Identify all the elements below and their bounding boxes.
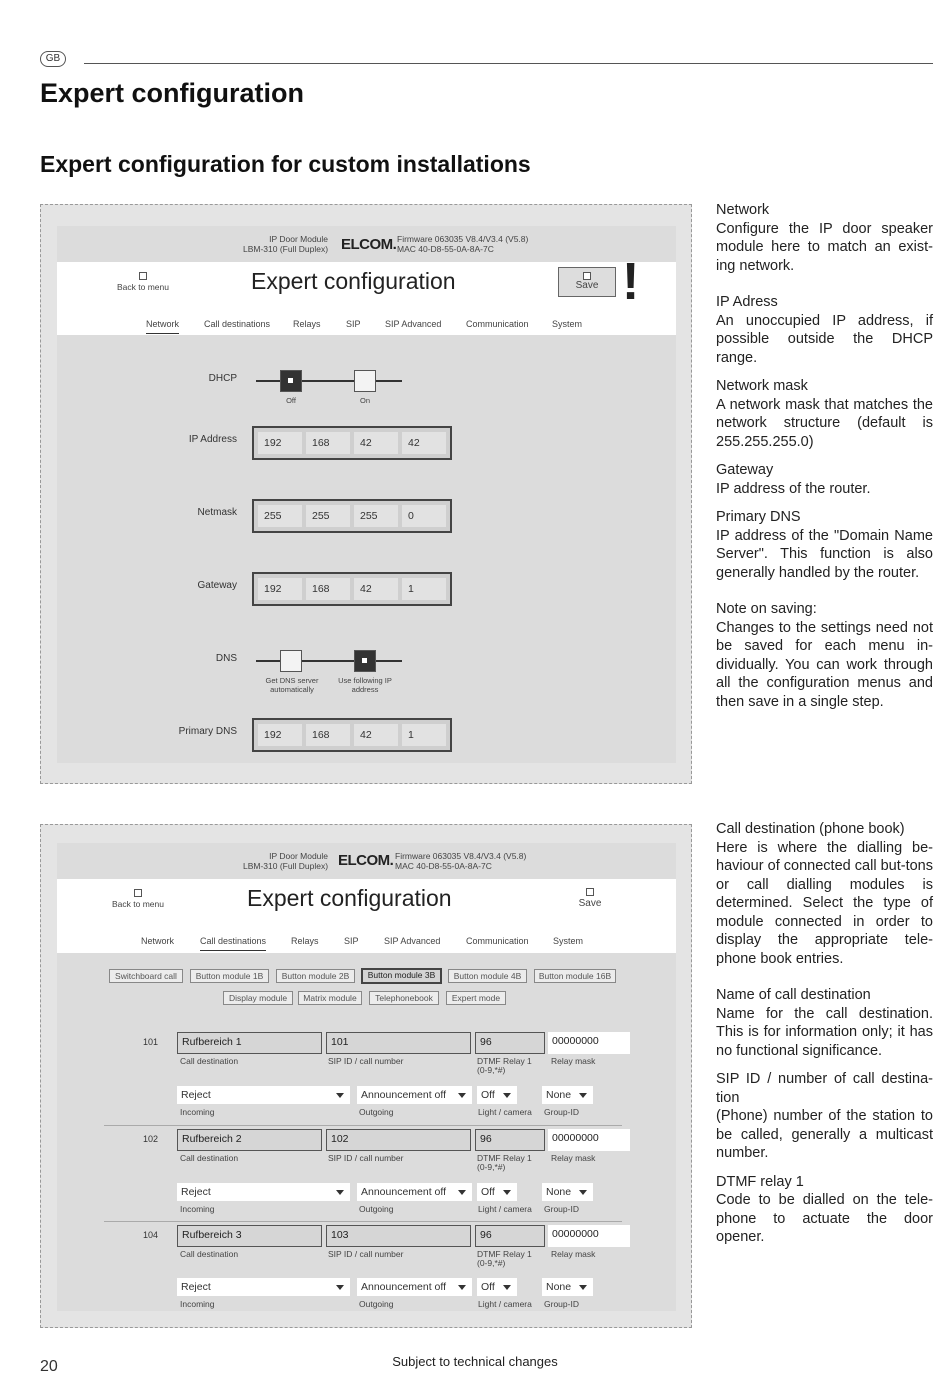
page-number: 20 — [40, 1358, 58, 1375]
desc-ip-head: IP Adress — [716, 294, 778, 310]
desc-dns-head: Primary DNS — [716, 509, 801, 525]
footer-note: Subject to technical changes — [392, 1354, 558, 1369]
back-checkbox-icon — [139, 272, 147, 280]
row-separator — [104, 1125, 622, 1126]
save-checkbox-icon — [583, 272, 591, 280]
call-destination-caption: Call destination — [180, 1153, 239, 1163]
sip-id-field[interactable]: 101 — [326, 1032, 471, 1054]
dtmf-caption: DTMF Relay 1 (0-9,*#) — [477, 1056, 532, 1075]
light-camera-select[interactable]: Off — [477, 1086, 517, 1104]
desc-netmask-head: Network mask — [716, 378, 808, 394]
tab-call-destinations-2[interactable]: Call destinations — [200, 936, 266, 951]
tab-sip[interactable]: SIP — [346, 319, 361, 329]
firmware-info-2: Firmware 063035 V8.4/V3.4 (V5.8) MAC 40-D8-55-0A-8A-7C — [395, 851, 527, 871]
desc-gateway-head: Gateway — [716, 462, 774, 478]
firmware-info: Firmware 063035 V8.4/V3.4 (V5.8) MAC 40-D8-55-0A-8A-7C — [397, 234, 529, 254]
telephonebook-button[interactable]: Telephonebook — [369, 991, 439, 1005]
call-destination-description — [716, 820, 933, 1247]
dhcp-toggle-track — [256, 380, 402, 382]
dns-auto-option[interactable] — [280, 650, 302, 672]
gateway-label: Gateway — [197, 580, 237, 591]
row-number: 102 — [143, 1134, 159, 1144]
gateway-octet-1[interactable]: 192 — [258, 578, 302, 600]
desc-sip-head: SIP ID / number of call destina-tion — [716, 1071, 933, 1106]
call-destination-field[interactable]: Rufbereich 1 — [177, 1032, 322, 1054]
sip-id-caption: SIP ID / call number — [328, 1153, 404, 1163]
network-screen — [57, 226, 676, 763]
button-module-2b[interactable]: Button module 2B — [276, 969, 355, 983]
display-module-button[interactable]: Display module — [223, 991, 293, 1005]
tab-call-destinations[interactable]: Call destinations — [204, 319, 271, 329]
tab-system-2[interactable]: System — [553, 936, 584, 946]
tab-network-2[interactable]: Network — [141, 936, 175, 946]
dtmf-caption: DTMF Relay 1 (0-9,*#) — [477, 1249, 532, 1268]
netmask-input[interactable] — [252, 499, 452, 533]
ip-octet-2[interactable]: 168 — [306, 432, 350, 454]
sip-id-caption: SIP ID / call number — [328, 1249, 404, 1259]
relay-mask-caption: Relay mask — [551, 1056, 596, 1066]
row-number: 101 — [143, 1037, 159, 1047]
save-button-2[interactable] — [575, 888, 605, 909]
screen-title: Expert configuration — [251, 268, 456, 294]
desc-dns-body: IP address of the "Domain Name Server". This function is also generally handled by the router. — [716, 527, 933, 581]
outgoing-caption: Outgoing — [359, 1204, 394, 1214]
call-destinations-screen — [57, 843, 676, 1311]
call-row-1 — [57, 1031, 676, 1123]
dtmf-caption: DTMF Relay 1 (0-9,*#) — [477, 1153, 532, 1172]
sip-id-field[interactable]: 103 — [326, 1225, 471, 1247]
call-destination-caption: Call destination — [180, 1249, 239, 1259]
desc-dtmf-head: DTMF relay 1 — [716, 1173, 804, 1190]
brand-logo: ELCOM. — [341, 236, 397, 253]
row-separator — [104, 1221, 622, 1222]
pdns-octet-2[interactable]: 168 — [306, 724, 350, 746]
dns-manual-label: Use following IP address — [338, 676, 392, 694]
tab-relays-2[interactable]: Relays — [291, 936, 319, 946]
button-module-4b[interactable]: Button module 4B — [448, 969, 527, 983]
relay-mask-field[interactable]: 00000000 — [548, 1032, 630, 1054]
group-id-caption: Group-ID — [544, 1107, 579, 1117]
language-badge: GB — [40, 51, 66, 67]
dns-label: DNS — [215, 653, 237, 664]
tab-sip-2[interactable]: SIP — [344, 936, 359, 946]
ip-address-input[interactable] — [252, 426, 452, 460]
header-rule — [84, 63, 933, 64]
outgoing-caption: Outgoing — [359, 1299, 394, 1309]
screen-header-bar — [57, 253, 676, 335]
device-info: IP Door Module LBM-310 (Full Duplex) — [243, 234, 329, 254]
tab-communication[interactable]: Communication — [466, 319, 529, 329]
brand-logo-2: ELCOM. — [338, 852, 394, 869]
tab-system[interactable]: System — [552, 319, 583, 329]
tab-sip-advanced-2[interactable]: SIP Advanced — [384, 936, 441, 946]
desc-name-body: Name for the call destination. This is for information only; it has no functional significance. — [716, 1005, 933, 1059]
group-id-caption: Group-ID — [544, 1299, 579, 1309]
back-checkbox-icon-2 — [134, 889, 142, 897]
call-destination-field[interactable]: Rufbereich 3 — [177, 1225, 322, 1247]
network-screenshot — [40, 204, 692, 784]
tab-communication-2[interactable]: Communication — [466, 936, 529, 946]
netmask-octet-1[interactable]: 255 — [258, 505, 302, 527]
tab-relays[interactable]: Relays — [293, 319, 321, 329]
desc-saving-head: Note on saving: — [716, 601, 817, 617]
dtmf-relay-field[interactable]: 96 — [475, 1225, 545, 1247]
relay-mask-caption: Relay mask — [551, 1153, 596, 1163]
group-id-select[interactable]: None — [542, 1086, 593, 1104]
matrix-module-button[interactable]: Matrix module — [298, 991, 362, 1005]
save-checkbox-icon-2 — [586, 888, 594, 896]
desc-saving-body: Changes to the settings need not be saved for each menu in-dividually. You can work through all the configuration menus and then save in a single step. — [716, 619, 933, 710]
incoming-caption: Incoming — [180, 1299, 215, 1309]
desc-name-head: Name of call destination — [716, 987, 871, 1003]
ip-octet-1[interactable]: 192 — [258, 432, 302, 454]
desc-network-head: Network — [716, 202, 770, 218]
dns-auto-label: Get DNS server automatically — [265, 676, 319, 694]
dhcp-off-label: Off — [286, 396, 296, 405]
group-id-select[interactable]: None — [542, 1183, 593, 1201]
screen-header-bar-2 — [57, 879, 676, 953]
pdns-octet-4[interactable]: 1 — [402, 724, 446, 746]
section-title: Expert configuration for custom installations — [40, 151, 531, 177]
alert-icon: ! — [622, 253, 640, 311]
back-to-menu-button[interactable] — [115, 272, 171, 292]
pdns-octet-3[interactable]: 42 — [354, 724, 398, 746]
gateway-octet-3[interactable]: 42 — [354, 578, 398, 600]
incoming-select[interactable]: Reject — [177, 1086, 350, 1104]
call-row-3 — [57, 1224, 676, 1311]
desc-gateway-body: IP address of the router. — [716, 480, 871, 497]
save-button[interactable] — [558, 267, 616, 297]
row-number: 104 — [143, 1230, 159, 1240]
group-id-caption: Group-ID — [544, 1204, 579, 1214]
sip-id-caption: SIP ID / call number — [328, 1056, 404, 1066]
incoming-caption: Incoming — [180, 1107, 215, 1117]
dns-manual-option[interactable] — [354, 650, 376, 672]
desc-ip-body: An unoccupied IP address, if possible outside the DHCP range. — [716, 312, 933, 366]
netmask-octet-4[interactable]: 0 — [402, 505, 446, 527]
incoming-select[interactable]: Reject — [177, 1183, 350, 1201]
netmask-octet-2[interactable]: 255 — [306, 505, 350, 527]
gateway-input[interactable] — [252, 572, 452, 606]
outgoing-select[interactable]: Announcement off — [357, 1278, 472, 1296]
incoming-select[interactable]: Reject — [177, 1278, 350, 1296]
outgoing-select[interactable]: Announcement off — [357, 1183, 472, 1201]
button-module-1b[interactable]: Button module 1B — [190, 969, 269, 983]
incoming-caption: Incoming — [180, 1204, 215, 1214]
save-label: Save — [575, 280, 599, 291]
expert-mode-button[interactable]: Expert mode — [446, 991, 506, 1005]
relay-mask-field[interactable]: 00000000 — [548, 1225, 630, 1247]
relay-mask-caption: Relay mask — [551, 1249, 596, 1259]
primary-dns-input[interactable] — [252, 718, 452, 752]
call-destination-field[interactable]: Rufbereich 2 — [177, 1129, 322, 1151]
dhcp-label: DHCP — [208, 373, 237, 384]
primary-dns-label: Primary DNS — [178, 726, 237, 737]
call-destinations-screenshot — [40, 824, 692, 1328]
outgoing-caption: Outgoing — [359, 1107, 394, 1117]
back-to-menu-button-2[interactable] — [110, 889, 166, 909]
back-label: Back to menu — [117, 282, 169, 292]
desc-sip-body: (Phone) number of the station to be called, generally a multicast number. — [716, 1108, 933, 1161]
page-title: Expert configuration — [40, 78, 305, 108]
light-camera-caption: Light / camera — [478, 1204, 532, 1214]
netmask-label: Netmask — [197, 507, 237, 518]
back-label-2: Back to menu — [112, 899, 164, 909]
save-label-2: Save — [578, 898, 602, 909]
button-module-16b[interactable]: Button module 16B — [534, 969, 616, 983]
relay-mask-field[interactable]: 00000000 — [548, 1129, 630, 1151]
light-camera-select[interactable]: Off — [477, 1278, 517, 1296]
tab-sip-advanced[interactable]: SIP Advanced — [385, 319, 442, 329]
light-camera-caption: Light / camera — [478, 1107, 532, 1117]
network-description — [716, 201, 933, 711]
ip-address-label: IP Address — [188, 434, 237, 445]
screen-title-2: Expert configuration — [247, 885, 452, 911]
light-camera-caption: Light / camera — [478, 1299, 532, 1309]
dns-toggle-track — [256, 660, 402, 662]
button-module-3b[interactable]: Button module 3B — [361, 968, 442, 984]
light-camera-select[interactable]: Off — [477, 1183, 517, 1201]
tab-network[interactable]: Network — [146, 319, 179, 334]
call-destination-caption: Call destination — [180, 1056, 239, 1066]
dtmf-relay-field[interactable]: 96 — [475, 1129, 545, 1151]
ip-octet-3[interactable]: 42 — [354, 432, 398, 454]
device-info-2: IP Door Module LBM-310 (Full Duplex) — [243, 851, 329, 871]
call-row-2 — [57, 1128, 676, 1220]
dhcp-off-option[interactable] — [280, 370, 302, 392]
gateway-octet-2[interactable]: 168 — [306, 578, 350, 600]
gateway-octet-4[interactable]: 1 — [402, 578, 446, 600]
desc-network-body: Configure the IP door speaker module here to match an exist-ing network. — [716, 220, 933, 274]
netmask-octet-3[interactable]: 255 — [354, 505, 398, 527]
dhcp-on-label: On — [359, 396, 370, 405]
desc-dtmf-body: Code to be dialled on the tele-phone to actuate the door opener. — [716, 1192, 933, 1245]
sip-id-field[interactable]: 102 — [326, 1129, 471, 1151]
switchboard-call-button[interactable]: Switchboard call — [109, 969, 183, 983]
desc-netmask-body: A network mask that matches the network structure (default is 255.255.255.0) — [716, 396, 933, 450]
pdns-octet-1[interactable]: 192 — [258, 724, 302, 746]
ip-octet-4[interactable]: 42 — [402, 432, 446, 454]
desc-call-dest-body: Here is where the dialling be-haviour of connected call but-tons or call dialling modules is determined. Select the type of module connected in order to display the appropriate tele-phone book entries. — [716, 839, 933, 967]
group-id-select[interactable]: None — [542, 1278, 593, 1296]
dtmf-relay-field[interactable]: 96 — [475, 1032, 545, 1054]
outgoing-select[interactable]: Announcement off — [357, 1086, 472, 1104]
dhcp-on-option[interactable] — [354, 370, 376, 392]
desc-call-dest-head: Call destination (phone book) — [716, 821, 905, 837]
